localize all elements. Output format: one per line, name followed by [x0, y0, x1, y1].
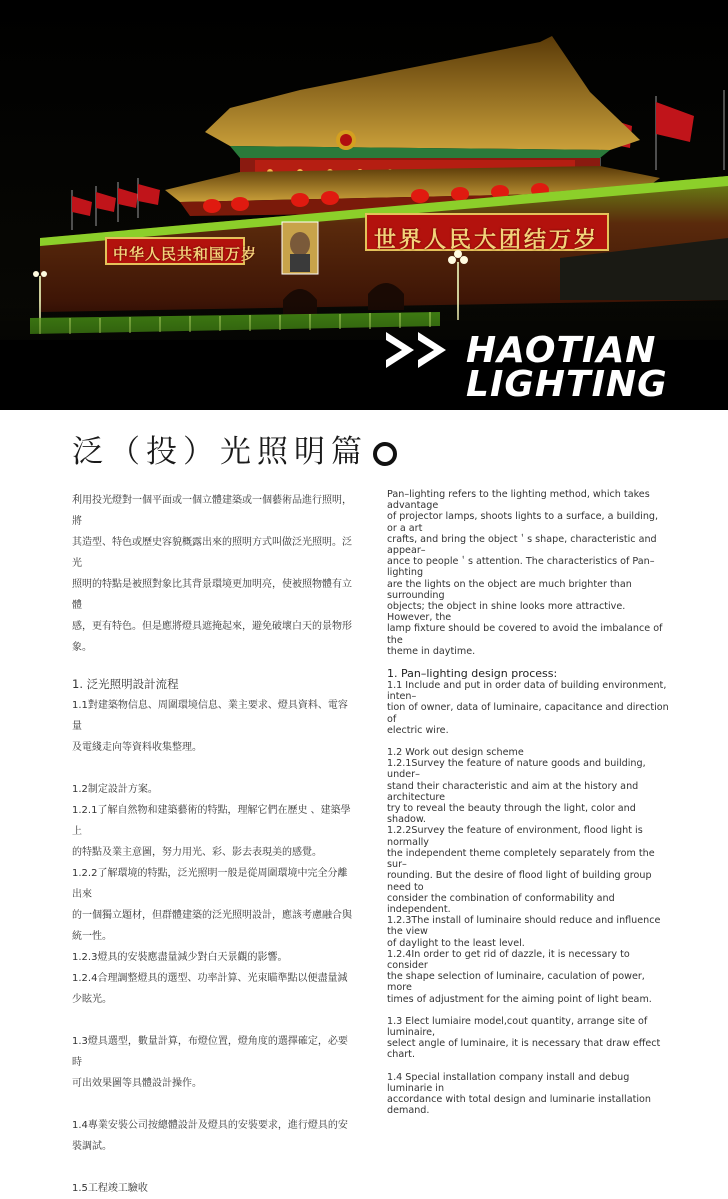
paragraph-line: 1.4專業安裝公司按總體設計及燈具的安裝要求，進行燈具的安裝調試。	[72, 1120, 348, 1152]
banner-right-text: 世界人民大团结万岁	[374, 228, 600, 253]
section-heading: 1. 泛光照明設計流程	[72, 677, 179, 691]
hero-photo	[0, 0, 728, 410]
brand-name-line1: HAOTIAN	[466, 330, 657, 371]
brand-logo	[384, 330, 684, 405]
double-chevron-icon	[384, 330, 454, 370]
paragraph-line: 1.2.1了解自然物和建築藝術的特點，理解它們在歷史 、建築學上	[72, 805, 351, 837]
intro-line: 感，更有特色。但是應將燈具遮掩起來，避免破壞白天的景物形象。	[72, 621, 352, 653]
paragraph-line: 1.1對建築物信息、周圍環境信息、業主要求、燈具資料、電容量	[72, 700, 348, 732]
section-heading: 1. Pan–lighting design process:	[387, 667, 558, 681]
intro-line: 其造型、特色或歷史容貌概露出來的照明方式叫做泛光照明。泛光	[72, 537, 352, 569]
paragraph-line: the shape selection of luminaire, caculation of power, more	[387, 971, 645, 994]
paragraph-line: 1.2.3The install of luminaire should reduce and influence the view	[387, 915, 661, 938]
intro-line: lamp fixture should be covered to avoid the imbalance of the	[387, 623, 663, 646]
paragraph-line: select angle of luminaire, it is necessary that draw effect chart.	[387, 1038, 661, 1061]
banner-left-text: 中华人民共和国万岁	[113, 245, 258, 263]
paragraph-line: 1.2.3燈具的安裝應盡量減少對白天景觀的影響。	[72, 952, 288, 963]
paragraph-line: 1.5工程竣工驗收	[72, 1183, 148, 1194]
paragraph-line: electric wire.	[387, 724, 449, 736]
paragraph-line: 1.4 Special installation company install and debug luminarie in	[387, 1071, 630, 1094]
paragraph-line: 及電綫走向等資料收集整理。	[72, 742, 202, 753]
english-text-column	[387, 489, 670, 1117]
brand-name-line2: LIGHTING	[466, 364, 668, 405]
intro-line: crafts, and bring the object＇s shape, characteristic and appear–	[387, 533, 657, 557]
paragraph-line: the independent theme completely separately from the sur–	[387, 847, 655, 871]
paragraph-line: times of adjustment for the aiming point of light beam.	[387, 993, 652, 1005]
page-title: 泛（投）光照明篇	[72, 434, 368, 470]
paragraph-line: accordance with total design and luminarie installation demand.	[387, 1093, 651, 1117]
paragraph-line: stand their characteristic and aim at the history and architecture	[387, 780, 639, 803]
paragraph-line: rounding. But the desire of flood light of building group need to	[387, 870, 652, 893]
paragraph-line: tion of owner, data of luminaire, capacitance and direction of	[387, 702, 669, 725]
chinese-text-column	[72, 490, 354, 1194]
intro-line: theme in daytime.	[387, 645, 476, 657]
paragraph-line: 的一個獨立題材，但群體建築的泛光照明設計，應該考慮融合與統一性。	[72, 910, 352, 942]
paragraph-line: consider the combination of conformability and independent.	[387, 892, 615, 915]
paragraph-line: 可出效果圖等具體設計操作。	[72, 1078, 202, 1089]
circle-ornament-icon	[373, 442, 397, 466]
intro-line: objects; the object in shine looks more attractive. However, the	[387, 601, 626, 624]
paragraph-line: 1.1 Include and put in order data of building environment, inten–	[387, 680, 667, 703]
paragraph-line: 1.2.4In order to get rid of dazzle, it is necessary to consider	[387, 948, 630, 971]
paragraph-line: 1.2.2Survey the feature of environment, flood light is normally	[387, 825, 643, 848]
paragraph-line: 1.2.4合理調整燈具的選型、功率計算、光束瞄準點以便盡量減少眩光。	[72, 973, 348, 1005]
intro-line: are the lights on the object are much brighter than surrounding	[387, 578, 632, 601]
paragraph-line: 的特點及業主意圖，努力用光、彩、影去表現美的感覺。	[72, 847, 322, 858]
paragraph-line: 1.3 Elect lumiaire model,cout quantity, arrange site of luminaire,	[387, 1015, 648, 1038]
paragraph-line: 1.2.1Survey the feature of nature goods and building, under–	[387, 758, 646, 781]
intro-line: 照明的特點是被照對象比其背景環境更加明亮，使被照物體有立體	[72, 579, 352, 611]
intro-line: Pan–lighting refers to the lighting method, which takes advantage	[387, 489, 650, 512]
paragraph-line: 1.2制定設計方案。	[72, 784, 158, 795]
intro-line: 利用投光燈對一個平面或一個立體建築或一個藝術品進行照明，將	[72, 495, 352, 527]
intro-line: of projector lamps, shoots lights to a surface, a building, or a art	[387, 511, 659, 534]
paragraph-line: try to reveal the beauty through the light, color and shadow.	[387, 803, 636, 826]
paragraph-line: 1.2.2了解環境的特點，泛光照明一般是從周圍環境中完全分離出來	[72, 868, 348, 900]
paragraph-line: of daylight to the least level.	[387, 937, 525, 949]
paragraph-line: 1.3燈具選型，數量計算，布燈位置，燈角度的選擇確定，必要時	[72, 1036, 348, 1068]
intro-line: ance to people＇s attention. The characteristics of Pan–lighting	[387, 556, 655, 579]
paragraph-line: 1.2 Work out design scheme	[387, 747, 524, 759]
